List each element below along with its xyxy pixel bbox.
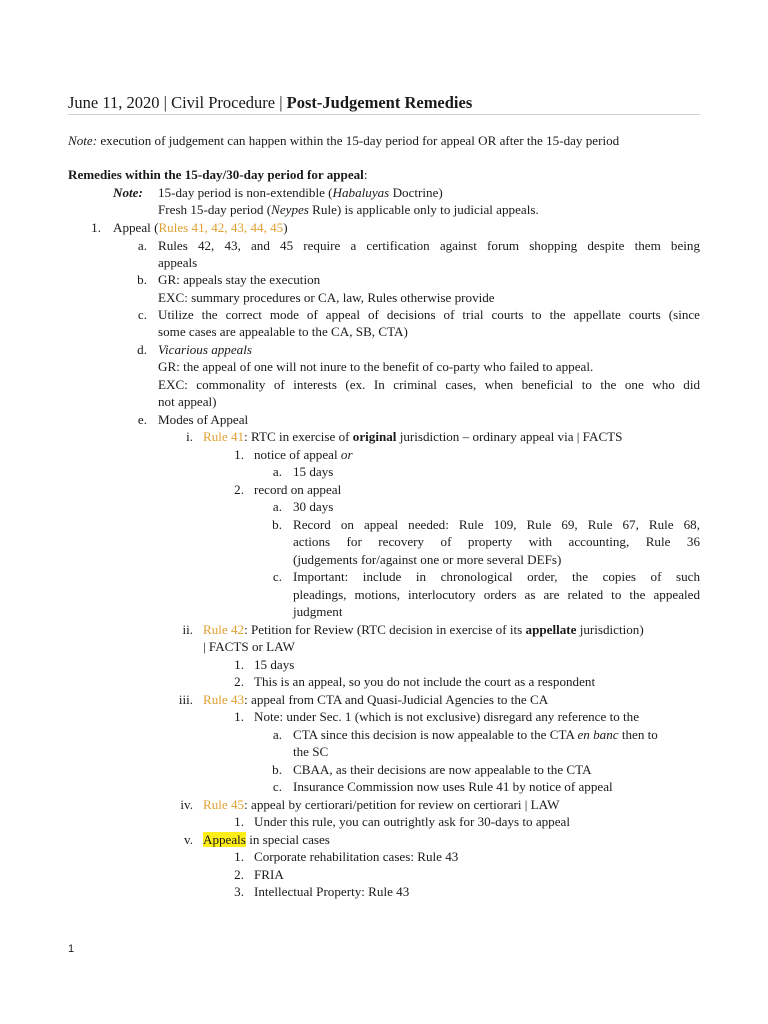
mode-text: : Petition for Review (RTC decision in exercise of its [244,622,526,637]
list-letter: a. [272,499,282,514]
list-item-text: GR: appeals stay the execution [158,272,321,287]
highlighted-text: Appeals [203,832,246,847]
note-block-label-text: Note: [113,185,143,200]
list-emphasis: or [340,447,353,462]
list-item-text: pleadings, motions, interlocutory orders as are related to the appealed [293,587,700,602]
list-item-text: 30 days [293,499,334,514]
list-number: 1. [234,709,244,724]
list-item-text: record on appeal [254,482,342,497]
list-letter: c. [137,307,147,322]
list-item-text: GR: the appeal of one will not inure to the benefit of co-party who failed to appeal. [158,359,594,374]
list-item-text: Note: under Sec. 1 (which is not exclusive) disregard any reference to the [254,709,640,724]
note-emphasis: Habaluyas [332,185,390,200]
mode-heading [203,796,559,813]
appeal-label: ) [283,220,288,235]
note-text: Fresh 15-day period ( [158,202,272,217]
note-text: Rule) is applicable only to judicial appeals. [308,202,539,217]
list-roman: iii. [178,692,193,707]
list-item-text: Important: include in chronological order, the copies of such [293,569,700,584]
list-item-text: Corporate rehabilitation cases: Rule 43 [254,849,459,864]
list-number: 1. [91,220,101,235]
list-letter: b. [272,762,282,777]
header-date: June 11, 2020 [68,93,160,112]
header-separator: | [159,93,172,112]
list-roman: iv. [180,797,193,812]
page-header [68,93,472,113]
note-label: Note: [68,133,98,148]
section-heading-colon: : [363,167,368,182]
note-block-line-2 [158,201,539,218]
list-letter: b. [137,272,147,287]
list-number: 2. [234,867,244,882]
list-item-title: Modes of Appeal [158,412,249,427]
list-number: 2. [234,674,244,689]
list-emphasis: en banc [577,727,619,742]
list-letter: d. [137,342,147,357]
note-line [68,132,619,149]
list-letter: e. [137,412,147,427]
list-number: 2. [234,482,244,497]
list-roman: ii. [182,622,193,637]
list-item-text: Rules 42, 43, and 45 require a certification against forum shopping despite them being [158,238,700,253]
list-item-text: 15 days [254,657,295,672]
mode-emphasis: original [352,429,397,444]
mode-heading [203,428,622,445]
section-heading [68,166,367,183]
list-item-text: EXC: commonality of interests (ex. In criminal cases, when beneficial to the one who did [158,377,700,392]
list-text: notice of appeal [254,447,341,462]
list-item-text [293,726,658,743]
list-letter: a. [272,464,282,479]
note-text: execution of judgement can happen within the 15-day period for appeal OR after the 15-day period [97,133,620,148]
list-roman: v. [184,832,193,847]
appeal-label: Appeal ( [113,220,159,235]
note-text: 15-day period is non-extendible ( [158,185,333,200]
list-item-text: CBAA, as their decisions are now appealable to the CTA [293,762,592,777]
list-letter: c. [272,779,282,794]
list-item-text: actions for recovery of property with accounting, Rule 36 [293,534,700,549]
list-item-text: 15 days [293,464,334,479]
mode-heading [203,621,644,638]
mode-emphasis: appellate [525,622,577,637]
mode-text: : appeal from CTA and Quasi-Judicial Agencies to the CA [244,692,549,707]
note-text: Doctrine) [389,185,443,200]
mode-text: : RTC in exercise of [244,429,353,444]
mode-text: in special cases [245,832,330,847]
list-item-text: EXC: summary procedures or CA, law, Rules otherwise provide [158,290,495,305]
mode-text: jurisdiction) [576,622,644,637]
list-number: 3. [234,884,244,899]
mode-heading [203,831,330,848]
list-letter: a. [137,238,147,253]
header-title: Post-Judgement Remedies [286,93,473,112]
mode-heading [203,691,548,708]
list-item-text: judgment [293,604,343,619]
list-letter: a. [272,727,282,742]
list-number: 1. [234,814,244,829]
list-letter: b. [272,517,282,532]
list-item-title [158,341,252,358]
appeal-item-heading [113,219,288,236]
list-item-text: Utilize the correct mode of appeal of decisions of trial courts to the appellate courts (since [158,307,700,322]
list-item-text: some cases are appealable to the CA, SB, CTA) [158,324,408,339]
list-item-text: (judgements for/against one or more several DEFs) [293,552,562,567]
header-subject: Civil Procedure [171,93,276,112]
list-item-text: This is an appeal, so you do not include the court as a respondent [254,674,596,689]
list-text: then to [618,727,658,742]
list-number: 1. [234,447,244,462]
note-emphasis: Neypes [271,202,309,217]
rule-reference: Rule 41 [203,429,245,444]
rule-reference: Rule 43 [203,692,245,707]
list-item-text: not appeal) [158,394,217,409]
list-number: 1. [234,849,244,864]
list-item-text: the SC [293,744,329,759]
note-block-label [113,184,143,201]
list-item-text: Intellectual Property: Rule 43 [254,884,410,899]
list-item-text: FRIA [254,867,284,882]
list-text: CTA since this decision is now appealable to the CTA [293,727,578,742]
list-item-text: Record on appeal needed: Rule 109, Rule 69, Rule 67, Rule 68, [293,517,700,532]
list-roman: i. [186,429,193,444]
list-item-text: appeals [158,255,198,270]
rule-reference: Rule 42 [203,622,245,637]
list-number: 1. [234,657,244,672]
note-block-line-1 [158,184,443,201]
rule-reference: Rules 41, 42, 43, 44, 45 [158,220,284,235]
vicarious-appeals-title: Vicarious appeals [158,342,252,357]
page-number: 1 [68,943,75,955]
list-item-text: Insurance Commission now uses Rule 41 by notice of appeal [293,779,613,794]
list-item-text: Under this rule, you can outrightly ask for 30-days to appeal [254,814,570,829]
mode-text: jurisdiction – ordinary appeal via | FACTS [396,429,623,444]
mode-text: : appeal by certiorari/petition for review on certiorari | LAW [244,797,560,812]
mode-heading-cont: | FACTS or LAW [203,639,295,654]
header-rule [68,114,700,115]
rule-reference: Rule 45 [203,797,245,812]
list-item-text [254,446,353,463]
list-letter: c. [272,569,282,584]
header-separator: | [275,93,287,112]
section-heading-text: Remedies within the 15-day/30-day period for appeal [68,167,364,182]
